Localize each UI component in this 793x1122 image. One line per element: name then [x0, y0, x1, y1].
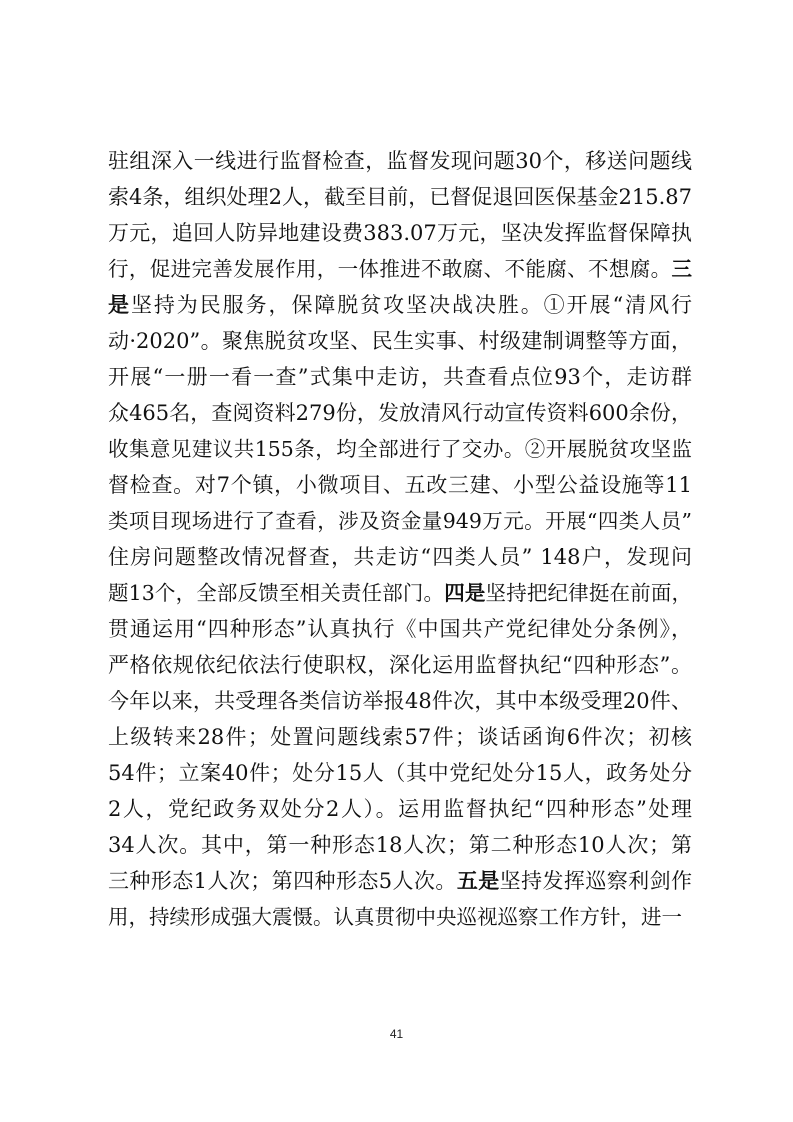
text-line — [108, 755, 692, 791]
text-segment: 索4条，组织处理2人，截至目前，已督促退回医保基金215.87 — [108, 185, 692, 209]
text-segment: 54件；立案40件；处分15人（其中党纪处分15人，政务处分 — [108, 761, 692, 785]
text-segment: 类项目现场进行了查看，涉及资金量949万元。开展“四类人员” — [108, 509, 692, 533]
text-line — [108, 863, 692, 899]
text-line — [108, 395, 692, 431]
text-segment: 题13个，全部反馈至相关责任部门。 — [108, 581, 445, 605]
text-segment: 上级转来28件；处置问题线索57件；谈话函询6件次；初核 — [108, 725, 692, 749]
text-line — [108, 179, 692, 215]
text-line — [108, 791, 692, 827]
text-segment: 2人，党纪政务双处分2人）。运用监督执纪“四种形态”处理 — [108, 797, 692, 821]
text-segment: 驻组深入一线进行监督检查，监督发现问题30个，移送问题线 — [108, 149, 692, 173]
bold-enumerator: 三 — [671, 257, 692, 281]
page-number: 41 — [389, 1027, 404, 1041]
text-segment: 贯通运用“四种形态”认真执行《中国共产党纪律处分条例》， — [108, 617, 692, 641]
text-segment: 用，持续形成强大震慑。认真贯彻中央巡视巡察工作方针，进一 — [108, 905, 682, 929]
text-line — [108, 431, 692, 467]
text-segment: 坚持把纪律挺在前面， — [485, 581, 692, 605]
text-line — [108, 323, 692, 359]
text-segment: 收集意见建议共155条，均全部进行了交办。②开展脱贫攻坚监 — [108, 437, 692, 461]
text-segment: 34人次。其中，第一种形态18人次；第二种形态10人次；第 — [108, 833, 692, 857]
bold-enumerator: 是 — [108, 293, 131, 317]
bold-enumerator: 五是 — [456, 869, 500, 893]
text-segment: 坚持发挥巡察利剑作 — [499, 869, 693, 893]
text-line — [108, 719, 692, 755]
text-line — [108, 287, 692, 323]
text-segment: 严格依规依纪依法行使职权，深化运用监督执纪“四种形态”。 — [108, 653, 692, 677]
text-segment: 住房问题整改情况督查，共走访“四类人员” 148户，发现问 — [108, 545, 692, 569]
text-segment: 众465名，查阅资料279份，发放清风行动宣传资料600余份， — [108, 401, 692, 425]
text-line — [108, 359, 692, 395]
text-line — [108, 611, 692, 647]
text-line — [108, 215, 692, 251]
text-line — [108, 827, 692, 863]
body-text — [108, 143, 692, 935]
text-segment: 动·2020”。聚焦脱贫攻坚、民生实事、村级建制调整等方面， — [108, 329, 692, 353]
text-segment: 督检查。对7个镇，小微项目、五改三建、小型公益设施等11 — [108, 473, 692, 497]
text-line — [108, 647, 692, 683]
text-segment: 三种形态1人次；第四种形态5人次。 — [108, 869, 457, 893]
text-line — [108, 683, 692, 719]
text-segment: 万元，追回人防异地建设费383.07万元，坚决发挥监督保障执 — [108, 221, 692, 245]
text-segment: 开展“一册一看一查”式集中走访，共查看点位93个，走访群 — [108, 365, 692, 389]
text-line — [108, 575, 692, 611]
text-line — [108, 899, 692, 935]
text-line — [108, 467, 692, 503]
text-segment: 坚持为民服务，保障脱贫攻坚决战决胜。①开展“清风行 — [130, 293, 693, 317]
bold-enumerator: 四是 — [444, 581, 486, 605]
text-line — [108, 251, 692, 287]
text-segment: 今年以来，共受理各类信访举报48件次，其中本级受理20件、 — [108, 689, 692, 713]
text-line — [108, 143, 692, 179]
text-line — [108, 539, 692, 575]
text-line — [108, 503, 692, 539]
text-segment: 行，促进完善发展作用，一体推进不敢腐、不能腐、不想腐。 — [108, 257, 672, 281]
